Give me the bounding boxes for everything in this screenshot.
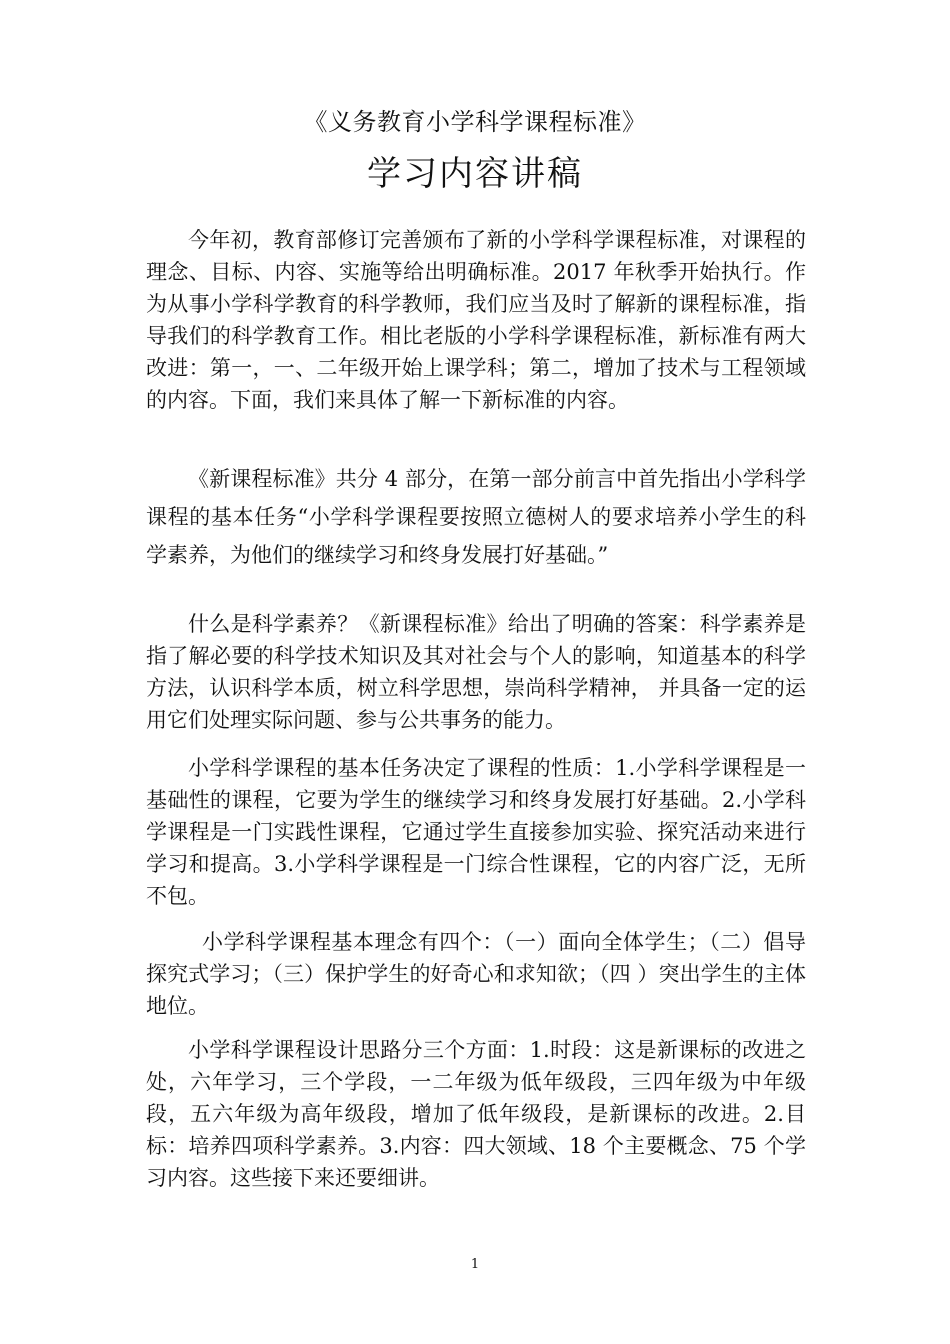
paragraph-basic-task: 《新课程标准》共分 4 部分，在第一部分前言中首先指出小学科学课程的基本任务“小学科学课程要按照立德树人的要求培养小学生的科学素养，为他们的继续学习和终身发展打好基础。”: [146, 467, 806, 567]
paragraph-basic-concepts: 小学科学课程基本理念有四个：（一）面向全体学生；（二）倡导探究式学习；（三）保护学生的好奇心和求知欲；（四 ）突出学生的主体地位。: [146, 930, 806, 1018]
paragraph-course-nature: 小学科学课程的基本任务决定了课程的性质：1.小学科学课程是一基础性的课程，它要为学生的继续学习和终身发展打好基础。2.小学科学课程是一门实践性课程，它通过学生直接参加实验、探究活动来进行学习和提高。3.小学科学课程是一门综合性课程，它的内容广泛，无所不包。: [146, 756, 806, 908]
document-title: 《义务教育小学科学课程标准》: [303, 108, 647, 136]
paragraph-intro: 今年初，教育部修订完善颁布了新的小学科学课程标准，对课程的理念、目标、内容、实施等给出明确标准。2017 年秋季开始执行。作为从事小学科学教育的科学教师，我们应当及时了解新的课程标准，指导我们的科学教育工作。相比老版的小学科学课程标准，新标准有两大改进：第一，一、二年级开始上课学科；第二，增加了技术与工程领域的内容。下面，我们来具体了解一下新标准的内容。: [146, 228, 806, 412]
paragraph-design-ideas: 小学科学课程设计思路分三个方面：1.时段：这是新课标的改进之处，六年学习，三个学段，一二年级为低年级段，三四年级为中年级段，五六年级为高年级段，增加了低年级段，是新课标的改进。2.目标：培养四项科学素养。3.内容：四大领域、18 个主要概念、75 个学习内容。这些接下来还要细讲。: [146, 1038, 806, 1190]
paragraph-scientific-literacy: 什么是科学素养？《新课程标准》给出了明确的答案：科学素养是指了解必要的科学技术知识及其对社会与个人的影响，知道基本的科学方法，认识科学本质，树立科学思想，崇尚科学精神， 并具备一定的运用它们处理实际问题、参与公共事务的能力。: [146, 612, 806, 732]
document-subtitle: 学习内容讲稿: [367, 154, 583, 194]
page-number: 1: [470, 1257, 480, 1272]
